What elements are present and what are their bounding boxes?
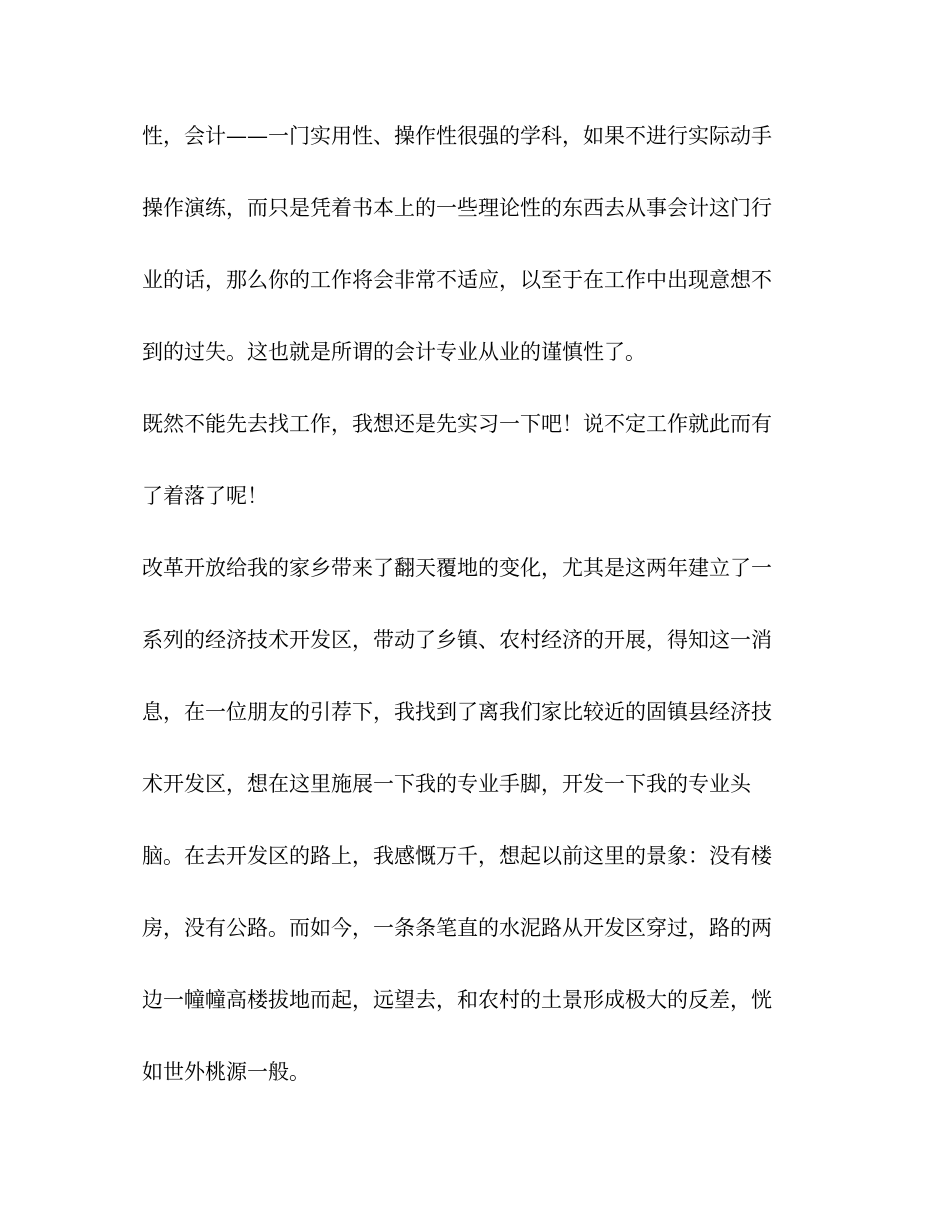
text-line-11: 脑。在去开发区的路上，我感慨万千，想起以前这里的景象：没有楼: [142, 844, 772, 868]
text-line-10: 术开发区，想在这里施展一下我的专业手脚，开发一下我的专业头: [142, 772, 751, 796]
text-line-3: 业的话，那么你的工作将会非常不适应，以至于在工作中出现意想不: [142, 268, 772, 292]
text-line-14: 如世外桃源一般。: [142, 1060, 310, 1084]
text-line-2: 操作演练，而只是凭着书本上的一些理论性的东西去从事会计这门行: [142, 196, 772, 220]
text-line-5: 既然不能先去找工作，我想还是先实习一下吧！说不定工作就此而有: [142, 412, 772, 436]
text-line-6: 了着落了呢！: [142, 484, 268, 508]
text-line-13: 边一幢幢高楼拔地而起，远望去，和农村的土景形成极大的反差，恍: [142, 988, 772, 1012]
text-line-12: 房，没有公路。而如今，一条条笔直的水泥路从开发区穿过，路的两: [142, 916, 772, 940]
text-line-7: 改革开放给我的家乡带来了翻天覆地的变化，尤其是这两年建立了一: [142, 556, 772, 580]
text-line-1: 性，会计——一门实用性、操作性很强的学科，如果不进行实际动手: [142, 124, 772, 148]
text-line-4: 到的过失。这也就是所谓的会计专业从业的谨慎性了。: [142, 340, 646, 364]
text-line-9: 息，在一位朋友的引荐下，我找到了离我们家比较近的固镇县经济技: [142, 700, 772, 724]
text-line-8: 系列的经济技术开发区，带动了乡镇、农村经济的开展，得知这一消: [142, 628, 772, 652]
